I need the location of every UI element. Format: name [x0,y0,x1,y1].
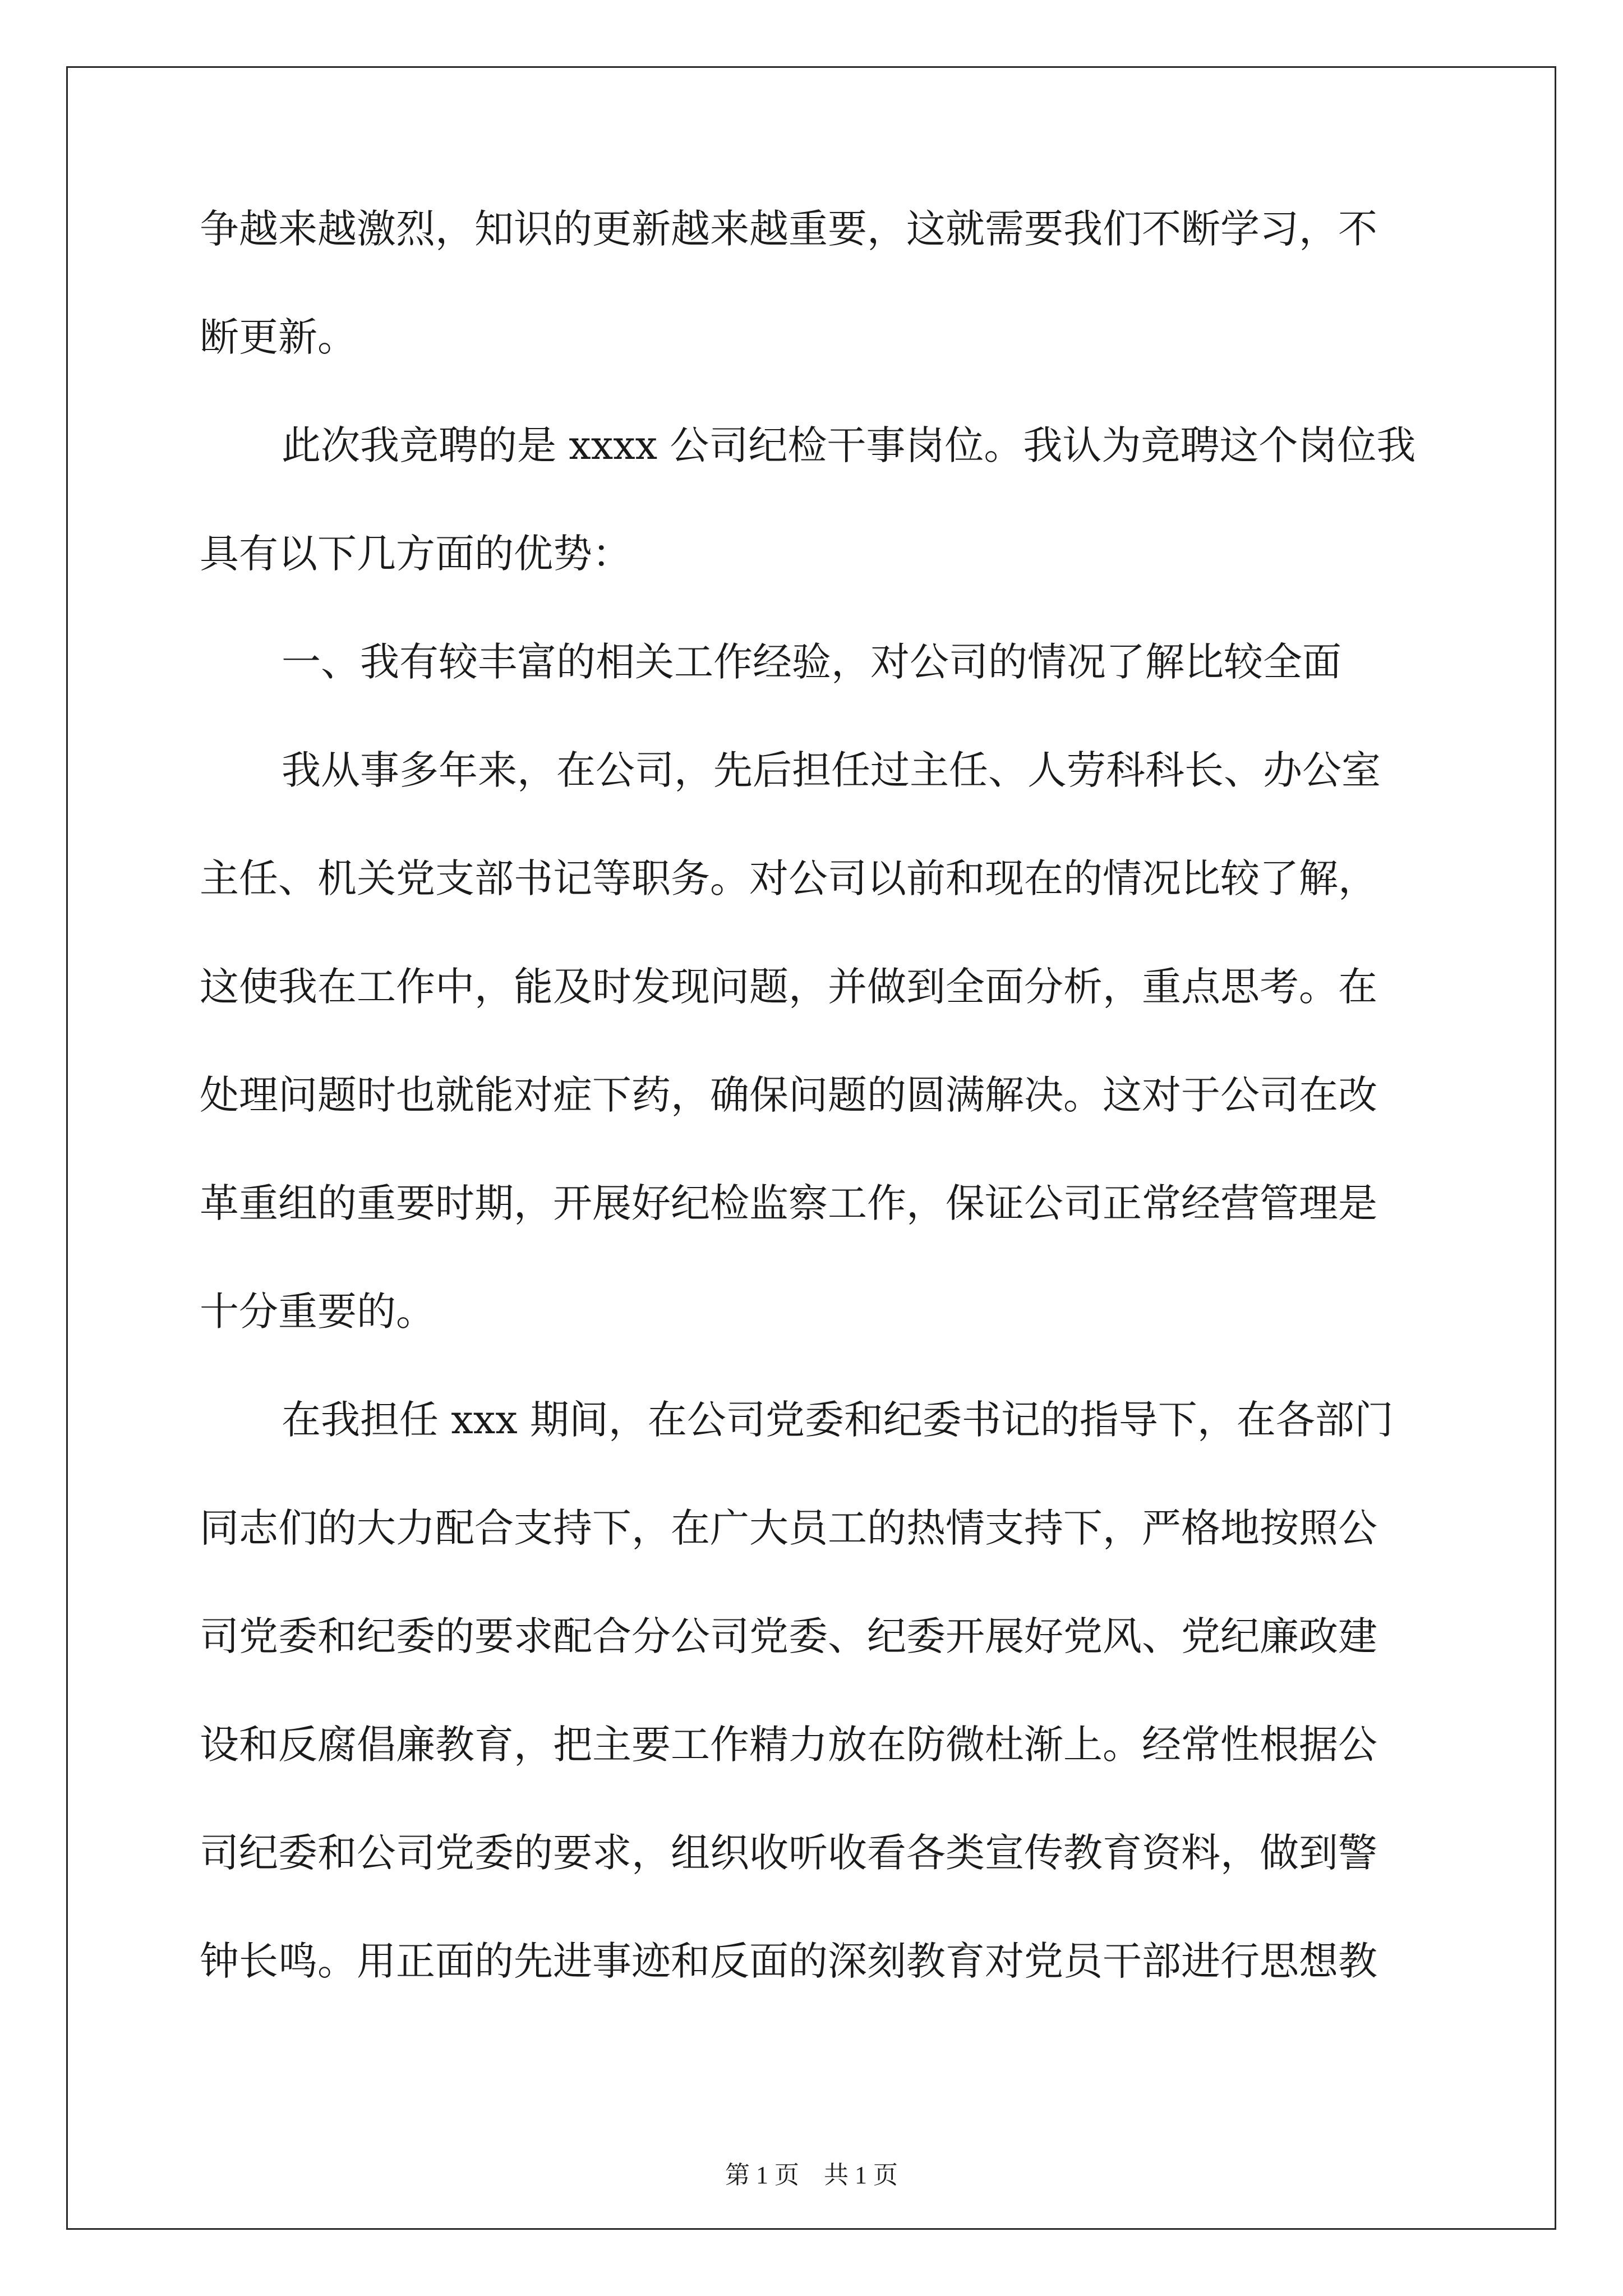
text-line: 司党委和纪委的要求配合分公司党委、纪委开展好党风、党纪廉政建 [200,1613,1377,1659]
paragraph-start-line: 此次我竞聘的是 xxxx 公司纪检干事岗位。我认为竞聘这个岗位我 [282,422,1416,468]
text-line: 钟长鸣。用正面的先进事迹和反面的深刻教育对党员干部进行思想教 [200,1938,1377,1984]
text-line: 设和反腐倡廉教育，把主要工作精力放在防微杜渐上。经常性根据公 [200,1722,1377,1768]
text-line: 处理问题时也就能对症下药，确保问题的圆满解决。这对于公司在改 [200,1072,1377,1118]
section-heading: 一、我有较丰富的相关工作经验，对公司的情况了解比较全面 [282,639,1341,685]
text-line: 同志们的大力配合支持下，在广大员工的热情支持下，严格地按照公 [200,1505,1377,1551]
text-line: 主任、机关党支部书记等职务。对公司以前和现在的情况比较了解， [200,855,1377,901]
text-line: 具有以下几方面的优势： [200,531,631,577]
text-line: 断更新。 [200,314,357,360]
text-line: 革重组的重要时期，开展好纪检监察工作，保证公司正常经营管理是 [200,1180,1377,1226]
page-number-footer: 第 1 页 共 1 页 [725,2161,898,2189]
text-line: 争越来越激烈，知识的更新越来越重要，这就需要我们不断学习，不 [200,206,1377,252]
text-line: 这使我在工作中，能及时发现问题，并做到全面分析，重点思考。在 [200,964,1377,1010]
text-line: 司纪委和公司党委的要求，组织收听收看各类宣传教育资料，做到警 [200,1830,1377,1876]
paragraph-start-line: 在我担任 xxx 期间，在公司党委和纪委书记的指导下，在各部门 [282,1397,1394,1443]
document-body [200,202,1428,2042]
paragraph-start-line: 我从事多年来，在公司，先后担任过主任、人劳科科长、办公室 [282,747,1381,793]
text-line: 十分重要的。 [200,1289,435,1335]
